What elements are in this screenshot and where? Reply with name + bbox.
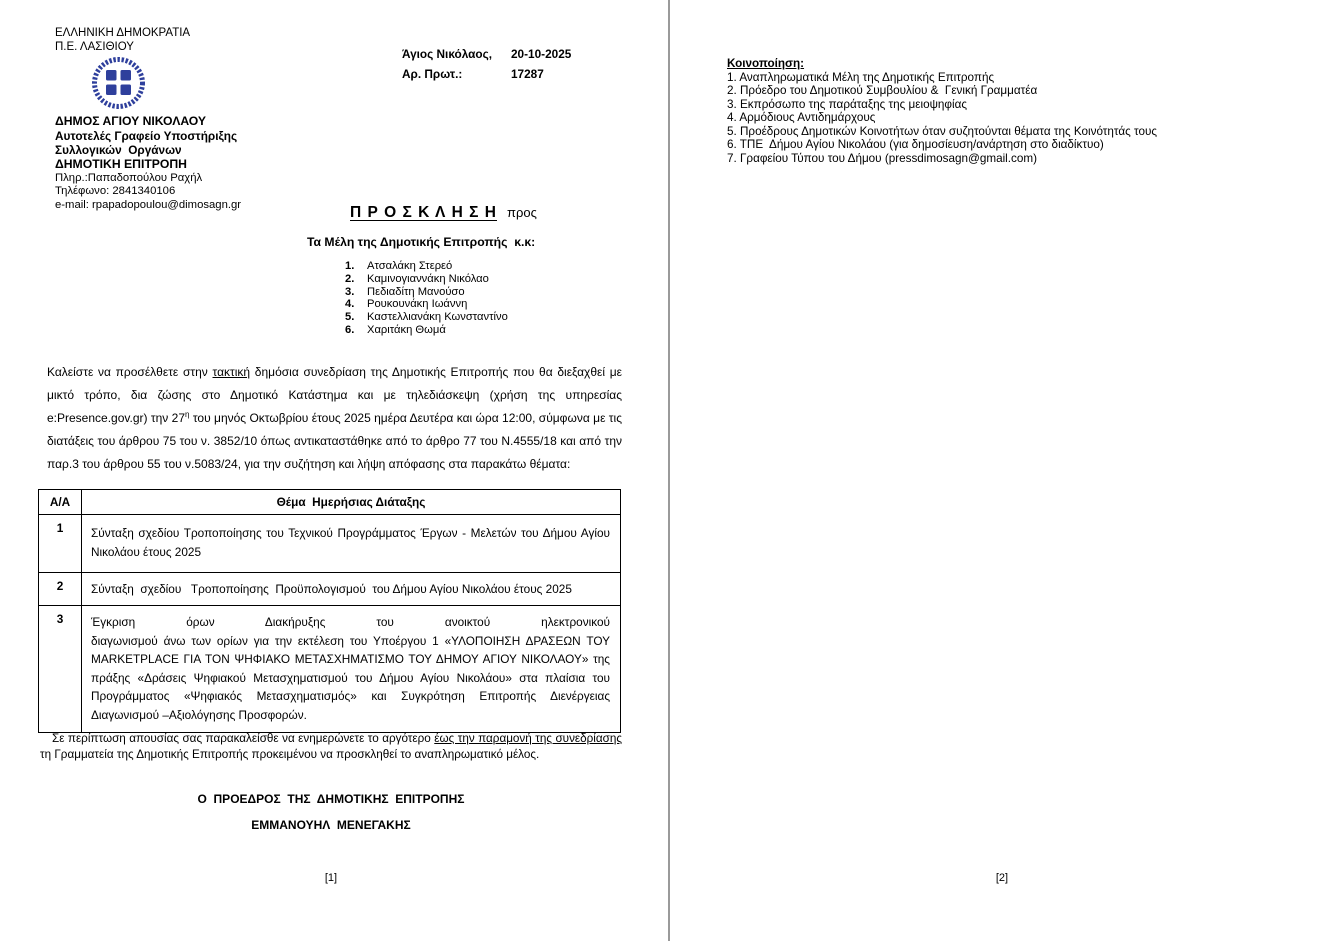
member-name: Καστελλιανάκη Κωνσταντίνο: [367, 311, 508, 324]
title-suffix: προς: [507, 205, 537, 220]
member-name: Ρουκουνάκη Ιωάννη: [367, 298, 468, 311]
place-label: Άγιος Νικόλαος,: [402, 47, 493, 61]
notification-heading: Κοινοποίηση:: [727, 57, 805, 70]
agenda-item-text: Σύνταξη σχεδίου Τροποποίησης του Τεχνικού Προγράμματος Έργων - Μελετών του Δήμου Αγίου Νικολάου έτους 2025: [82, 515, 621, 573]
table-row: [39, 515, 621, 573]
member-name: Καμινογιαννάκη Νικόλαο: [367, 272, 489, 285]
invitation-body-paragraph: [47, 361, 622, 476]
closing-text-2: τη Γραμματεία της Δημοτικής Επιτροπής προκειμένου να προσκληθεί το αναπληρωματικό μέλος.: [40, 748, 540, 761]
closing-underlined-phrase: έως την παραμονή της συνεδρίασης: [434, 732, 622, 745]
greek-emblem-icon: [90, 57, 147, 110]
document-date: 20-10-2025: [511, 47, 572, 61]
agenda-item-number: 3: [39, 606, 82, 733]
closing-paragraph: [40, 731, 622, 763]
agenda-item-text: Σύνταξη σχεδίου Τροποποίησης Προϋπολογισμού του Δήμου Αγίου Νικολάου έτους 2025: [82, 573, 621, 606]
body-text-3: του μηνός Οκτωβρίου έτους 2025 ημέρα Δευτέρα και ώρα 12:00, σύμφωνα με τις διατάξεις του άρθρου 75 του ν. 3852/10 όπως αντικαταστάθηκε από το άρθρο 77 του Ν.4555/18 και από την παρ.3 του άρθρου 55 του ν.5083/24, για την συζήτηση και λήψη απόφασης στα παρακάτω θέματα:: [47, 411, 622, 471]
table-row: [39, 573, 621, 606]
member-list-item: [345, 298, 508, 311]
ordinal-superscript: η: [185, 410, 190, 419]
agenda-item-number: 2: [39, 573, 82, 606]
member-number: 5.: [345, 311, 355, 324]
member-list-item: [345, 311, 508, 324]
agenda-item-text: [82, 606, 621, 733]
list-item: 3. Εκπρόσωπο της παράταξης της μειοψηφίας: [727, 97, 967, 111]
member-number: 4.: [345, 298, 355, 311]
list-item: 7. Γραφείου Τύπου του Δήμου (pressdimosagn@gmail.com): [727, 151, 1037, 165]
member-list-item: [345, 260, 508, 273]
member-list-item: [345, 324, 508, 337]
agenda-col-num-header: Α/Α: [39, 490, 82, 515]
list-item: 1. Αναπληρωματικά Μέλη της Δημοτικής Επιτροπής: [727, 71, 995, 84]
page-number-2: [2]: [995, 872, 1009, 884]
phone-line: Τηλέφωνο: 2841340106: [55, 185, 176, 197]
protocol-label: Αρ. Πρωτ.:: [402, 67, 463, 81]
body-text-1: Καλείστε να προσέλθετε στην: [47, 365, 213, 379]
agenda-item-text-rest: διαγωνισμού άνω των ορίων για την εκτέλεση του Υποέργου 1 «ΥΛΟΠΟΙΗΣΗ ΔΡΑΣΕΩΝ ΤΟΥ MARKETPLACE ΓΙΑ ΤΟΝ ΨΗΦΙΑΚΟ ΜΕΤΑΣΧΗΜΑΤΙΣΜΟ ΤΟΥ ΔΗΜΟΥ ΑΓΙΟΥ ΝΙΚΟΛΑΟΥ» της πράξης «Δράσεις Ψηφιακού Μετασχηματισμού του Δήμου Αγίου Νικολάου» στα πλαίσια του Προγράμματος «Ψηφιακός Μετασχηματισμός» και Συγκρότηση Επιτροπής Διενέργειας Διαγωνισμού –Αξιολόγησης Προσφορών.: [91, 633, 610, 722]
agenda-col-topic-header: Θέμα Ημερήσιας Διάταξης: [82, 490, 621, 515]
table-row: [39, 606, 621, 733]
agenda-item-text-line1: Έγκριση όρων Διακήρυξης του ανοικτού ηλεκτρονικού: [91, 615, 610, 629]
member-name: Ατσαλάκη Στερεό: [367, 260, 453, 272]
agenda-table: [38, 489, 621, 733]
body-text-2: δημόσια συνεδρίαση της Δημοτικής Επιτροπής που θα διεξαχθεί με μικτό τρόπο, δια ζώσης στο Δημοτικό Κατάστημα και με τηλεδιάσκεψη (χρήση της υπηρεσίας e:Presence.gov.gr) την 27: [47, 365, 622, 425]
committee-name: ΔΗΜΟΤΙΚΗ ΕΠΙΤΡΟΠΗ: [55, 157, 187, 171]
recipients-heading: Τα Μέλη της Δημοτικής Επιτροπής κ.κ:: [307, 235, 536, 249]
list-item: 2. Πρόεδρο του Δημοτικού Συμβουλίου & Γενική Γραμματέα: [727, 84, 1038, 98]
office-line-2: Συλλογικών Οργάνων: [55, 143, 182, 157]
republic-header: [55, 26, 190, 54]
republic-line: ΕΛΛΗΝΙΚΗ ΔΗΜΟΚΡΑΤΙΑ: [55, 27, 191, 39]
signature-name: ΕΜΜΑΝΟΥΗΛ ΜΕΝΕΓΑΚΗΣ: [251, 818, 411, 832]
signature-role: Ο ΠΡΟΕΔΡΟΣ ΤΗΣ ΔΗΜΟΤΙΚΗΣ ΕΠΙΤΡΟΠΗΣ: [197, 792, 465, 806]
body-underlined-word: τακτική: [212, 365, 251, 379]
region-line: Π.Ε. ΛΑΣΙΘΙΟΥ: [55, 41, 134, 53]
title-main: Π Ρ Ο Σ Κ Λ Η Σ Η: [350, 204, 497, 221]
contact-person: Πληρ.:Παπαδοπούλου Ραχήλ: [55, 172, 203, 184]
page-number-1: [1]: [324, 872, 338, 884]
notification-list: [727, 71, 1157, 165]
agenda-item-number: 1: [39, 515, 82, 573]
member-number: 3.: [345, 285, 355, 298]
protocol-number: 17287: [511, 67, 544, 81]
agenda-header-row: [39, 490, 621, 515]
member-name: Χαριτάκη Θωμά: [367, 323, 446, 336]
member-number: 6.: [345, 323, 355, 336]
closing-text-1: Σε περίπτωση απουσίας σας παρακαλείσθε να ενημερώνετε το αργότερο: [52, 732, 435, 745]
office-line-1: Αυτοτελές Γραφείο Υποστήριξης: [55, 129, 238, 143]
member-name: Πεδιαδίτη Μανούσο: [367, 285, 465, 298]
members-list: [345, 260, 508, 337]
list-item: 6. ΤΠΕ Δήμου Αγίου Νικολάου (για δημοσίευση/ανάρτηση στο διαδίκτυο): [727, 138, 1104, 152]
member-number: 2.: [345, 272, 355, 285]
municipality-name: ΔΗΜΟΣ ΑΓΙΟΥ ΝΙΚΟΛΑΟΥ: [55, 114, 207, 128]
document-title: [350, 204, 537, 222]
member-list-item: [345, 286, 508, 299]
member-number: 1.: [345, 260, 355, 272]
list-item: 4. Αρμόδιους Αντιδημάρχους: [727, 111, 876, 125]
email-line: e-mail: rpapadopoulou@dimosagn.gr: [55, 199, 242, 211]
member-list-item: [345, 273, 508, 286]
list-item: 5. Προέδρους Δημοτικών Κοινοτήτων όταν συζητούνται θέματα της Κοινότητάς τους: [727, 124, 1157, 138]
